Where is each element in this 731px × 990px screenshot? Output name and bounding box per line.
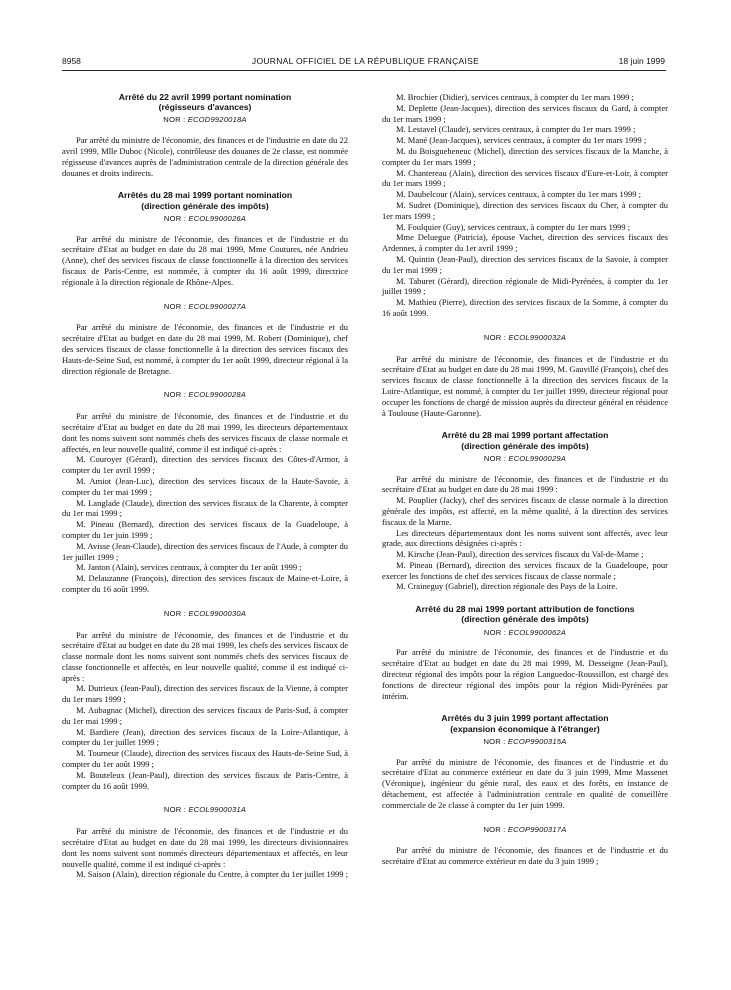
nor-code: ECOL9900062A [508,627,567,637]
nor-reference [62,805,348,816]
list-item: M. Amiot (Jean-Luc), direction des services fiscaux de la Haute-Savoie, à compter du 1er mai 1999 ; [62,475,348,497]
nor-reference [62,390,348,401]
nor-code: ECOL9900031A [188,805,247,815]
list-item: M. Sudret (Dominique), direction des services fiscaux du Cher, à compter du 1er mars 1999 ; [382,199,668,221]
title-line: Arrêtés du 3 juin 1999 portant affectation [441,713,609,724]
paragraph: Par arrêté du ministre de l'économie, des finances et de l'industrie et du secrétaire d'Etat au budget en date du 28 mai 1999 : [382,473,668,495]
list-item: Mme Deluegue (Patricia), épouse Vachet, direction des services fiscaux des Ardennes, à compter du 1er avril 1999 ; [382,232,668,254]
list-item: M. Kirsche (Jean-Paul), direction des services fiscaux du Val-de-Marne ; [396,549,644,560]
nor-code: ECOL9900027A [188,301,247,311]
title-line: (direction générale des impôts) [141,200,269,211]
nor-label: NOR : [483,332,507,342]
paragraph: Par arrêté du ministre de l'économie, des finances et de l'industrie en date du 22 avril 1999, Mlle Duboc (Nicole), contrôleuse des douanes de 2e classe, est nommée régisseuse d'avances auprès de l'administration centrale de la direction générale des douanes et droits indirects. [62,135,348,178]
nor-reference [62,302,348,313]
list-item: M. Pineau (Bernard), direction des services fiscaux de la Guadeloupe, pour exercer les fonctions de chef des services fiscaux de classe normale ; [382,559,668,581]
nor-label: NOR : [163,301,187,311]
nor-code: ECOD9920018A [187,115,247,125]
list-item: M. Craineguy (Gabriel), direction régionale des Pays de la Loire. [396,581,618,592]
title-line: Arrêtés du 28 mai 1999 portant nomination [117,190,293,201]
article-title [62,92,348,112]
nor-label: NOR : [483,627,507,637]
title-line: Arrêté du 22 avril 1999 portant nomination [118,92,292,102]
nor-code: ECOP9900315A [507,736,567,746]
list-item: M. Lestavel (Claude), services centraux, à compter du 1er mars 1999 ; [396,124,636,135]
paragraph: Par arrêté du ministre de l'économie, des finances et de l'industrie et du secrétaire d'Etat au budget en date du 28 mai 1999, les directeurs départementaux dont les noms suivent sont nommés chefs des services fiscaux de classe normale et affectés, en leur nouvelle qualité, comme il est indiqué ci-après : [62,411,348,454]
nor-label: NOR : [163,390,187,400]
list-item: M. du Boisgueheneuc (Michel), direction des services fiscaux de la Manche, à compter du 1er mars 1999 ; [382,145,668,167]
list-item: M. Bardiere (Jean), direction des services fiscaux de la Loire-Atlantique, à compter du 1er juillet 1999 ; [62,726,348,748]
list-item: M. Mathieu (Pierre), direction des services fiscaux de la Somme, à compter du 16 août 1999. [382,297,668,318]
title-line: (expansion économique à l'étranger) [450,723,600,734]
nor-reference [382,454,668,465]
nor-label: NOR : [163,115,186,125]
paragraph: Par arrêté du ministre de l'économie, des finances et de l'industrie et du secrétaire d'Etat au budget en date du 28 mai 1999, M. Gauvillé (François), chef des services fiscaux de classe fonctionnelle à la direction des services fiscaux de la Loire-Atlantique, est nommé, à compter du 1er juillet 1999, directeur régional pour occuper les fonctions de chargé de mission auprès du directeur général en résidence à Toulouse (Haute-Garonne). [382,353,668,418]
paragraph: Par arrêté du ministre de l'économie, des finances et de l'industrie et du secrétaire d'Etat au budget en date du 28 mai 1999, M. Robert (Dominique), chef des services fiscaux de classe fonctionnelle à la direction des services fiscaux des Hauts-de-Seine Sud, est nommé, à compter du 1er août 1999, directeur régional à la direction régionale de Bretagne. [62,322,348,376]
list-item: M. Quintin (Jean-Paul), direction des services fiscaux de la Savoie, à compter du 1er mai 1999 ; [382,253,668,275]
nor-code: ECOL9900028A [188,390,247,400]
title-line: (direction générale des impôts) [461,440,589,451]
nor-reference [382,628,668,639]
nor-code: ECOL9900030A [188,608,247,618]
nor-code: ECOL9900026A [188,213,247,223]
list-item: M. Delauzanne (François), direction des services fiscaux de Maine-et-Loire, à compter du 16 août 1999. [62,573,348,594]
nor-reference [382,737,668,748]
list-item: M. Daubelcour (Alain), services centraux, à compter du 1er mars 1999 ; [396,189,641,200]
paragraph: Par arrêté du ministre de l'économie, des finances et de l'industrie et du secrétaire d'Etat au commerce extérieur en date du 3 juin 1999, Mme Massenet (Véronique), ingénieur du génie rural, des eaux et des forêts, en instance de détachement, est affectée à l'administration centrale en qualité de conseillère commerciale de 2e classe à compter du 1er juin 1999. [382,756,668,810]
article-title [382,713,668,733]
list-item: M. Dutrieux (Jean-Paul), direction des services fiscaux de la Vienne, à compter du 1er mars 1999 ; [62,683,348,705]
paragraph: Par arrêté du ministre de l'économie, des finances et de l'industrie et du secrétaire d'Etat au budget en date du 28 mai 1999, Mme Coutures, née Andrieu (Anne), chef des services fiscaux de classe fonctionnelle à la direction des services fiscaux de Paris-Centre, est nommée, à compter du 16 août 1999, directrice régionale à la direction régionale de Rhône-Alpes. [62,233,348,287]
title-line: (direction générale des impôts) [461,614,589,625]
paragraph: Par arrêté du ministre de l'économie, des finances et de l'industrie et du secrétaire d'Etat au budget en date du 28 mai 1999, les directeurs divisionnaires dont les noms suivent sont nommés directeurs départementaux et affectés, en leur nouvelle qualité, comme il est indiqué ci-après : [62,826,348,869]
paragraph: Les directeurs départementaux dont les noms suivent sont affectés, avec leur grade, aux directions désignées ci-après : [382,527,668,549]
list-item: M. Couroyer (Gérard), direction des services fiscaux des Côtes-d'Armor, à compter du 1er avril 1999 ; [62,454,348,476]
list-item: M. Chantereau (Alain), direction des services fiscaux d'Eure-et-Loir, à compter du 1er mars 1999 ; [382,167,668,189]
paragraph: Par arrêté du ministre de l'économie, des finances et de l'industrie et du secrétaire d'Etat au commerce extérieur en date du 3 juin 1999 ; [382,845,668,867]
list-item: M. Aubagnac (Michel), direction des services fiscaux de Paris-Sud, à compter du 1er mai 1999 ; [62,705,348,726]
article-title [382,430,668,450]
paragraph: Par arrêté du ministre de l'économie, des finances et de l'industrie et du secrétaire d'Etat au budget en date du 28 mai 1999, les chefs des services fiscaux de classe normale dont les noms suivent sont nommés chefs des services fiscaux de classe fonctionnelle et affectés, en leur nouvelle qualité, comme il est indiqué ci-après : [62,629,348,683]
title-line: Arrêté du 28 mai 1999 portant attribution de fonctions [415,604,635,615]
paragraph: M. Pouplier (Jacky), chef des services fiscaux de classe normale à la direction générale des impôts, est affecté, en la même qualité, à la direction des services fiscaux de la Marne. [382,495,668,527]
page-header [0,56,731,70]
list-item: M. Brochier (Didier), services centraux, à compter du 1er mars 1999 ; [396,92,634,102]
journal-title: JOURNAL OFFICIEL DE LA RÉPUBLIQUE FRANÇAISE [251,56,480,66]
nor-code: ECOP9900317A [507,824,567,834]
list-item: M. Langlade (Claude), direction des services fiscaux de la Charente, à compter du 1er mai 1999 ; [62,497,348,519]
article-title [62,190,348,210]
list-item: M. Bouteleux (Jean-Paul), direction des services fiscaux de Paris-Centre, à compter du 16 août 1999. [62,769,348,791]
title-line: Arrêté du 28 mai 1999 portant affectation [441,430,609,441]
nor-code: ECOL9900029A [508,453,567,463]
left-column [62,92,348,880]
nor-reference [382,825,668,836]
page-number: 8958 [62,56,81,66]
nor-reference [62,115,348,126]
nor-reference [62,214,348,225]
nor-reference [382,333,668,344]
list-item: M. Tourneur (Claude), direction des services fiscaux des Hauts-de-Seine Sud, à compter du 1er août 1999 ; [62,748,348,770]
nor-label: NOR : [483,736,506,746]
nor-reference [62,609,348,620]
list-item: M. Mané (Jean-Jacques), services centraux, à compter du 1er mars 1999 ; [396,135,647,146]
nor-label: NOR : [483,453,507,463]
nor-label: NOR : [163,805,187,815]
paragraph: Par arrêté du ministre de l'économie, des finances et de l'industrie et du secrétaire d'Etat au budget en date du 28 mai 1999, M. Desseigne (Jean-Paul), directeur régional des impôts pour la région Languedoc-Roussillon, est chargé des fonctions de directeur régional des impôts pour la région Midi-Pyrénées par intérim. [382,647,668,701]
header-rule [62,70,666,71]
title-line: (régisseurs d'avances) [158,102,252,113]
list-item: M. Taburet (Gérard), direction régionale de Midi-Pyrénées, à compter du 1er juillet 1999 ; [382,275,668,297]
list-item: M. Foulquier (Guy), services centraux, à compter du 1er mars 1999 ; [396,221,631,232]
list-item: M. Janton (Alain), services centraux, à compter du 1er août 1999 ; [76,562,302,573]
issue-date: 18 juin 1999 [618,56,665,66]
list-item: M. Deplette (Jean-Jacques), direction des services fiscaux du Gard, à compter du 1er mars 1999 ; [382,102,668,124]
nor-label: NOR : [163,213,187,223]
nor-label: NOR : [163,608,187,618]
list-item: M. Pineau (Bernard), direction des services fiscaux de la Guadeloupe, à compter du 1er juin 1999 ; [62,519,348,540]
nor-code: ECOL9900032A [508,332,567,342]
list-item: M. Avisse (Jean-Claude), direction des services fiscaux de l'Aude, à compter du 1er juillet 1999 ; [62,540,348,562]
list-item: M. Saison (Alain), direction régionale du Centre, à compter du 1er juillet 1999 ; [76,869,348,880]
nor-label: NOR : [483,824,506,834]
right-column [382,92,668,867]
article-title [382,604,668,624]
